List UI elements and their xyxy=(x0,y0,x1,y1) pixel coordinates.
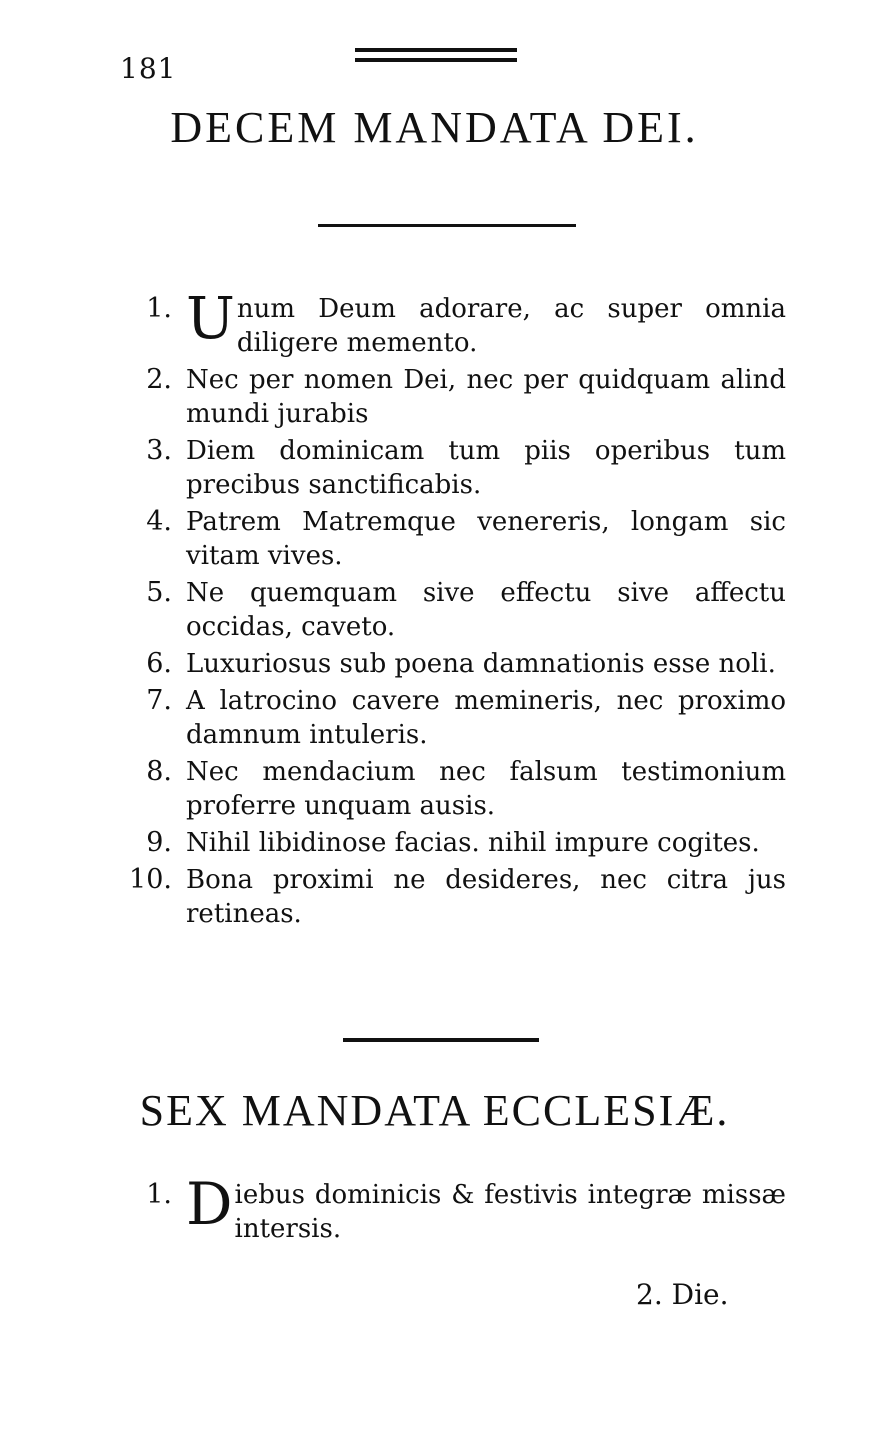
ornamental-rule-top-second xyxy=(355,58,517,62)
item-text xyxy=(186,863,786,931)
item-body: Patrem Matremque venereris, longam sic vitam vives. xyxy=(186,507,786,571)
item-text xyxy=(186,755,786,823)
item-body: Bona proximi ne desideres, nec citra jus retineas. xyxy=(186,865,786,929)
list-item xyxy=(96,863,786,931)
item-number: 8. xyxy=(146,756,172,787)
page-number: 181 xyxy=(120,52,177,85)
section-title-sex: SEX MANDATA ECCLESIÆ. xyxy=(139,1086,730,1135)
list-item xyxy=(96,1170,786,1246)
item-body: Nihil libidinose facias. nihil impure cogites. xyxy=(186,828,760,858)
list-item xyxy=(96,647,786,681)
item-text xyxy=(186,684,786,752)
item-number: 10. xyxy=(129,864,172,895)
list-item xyxy=(96,284,786,360)
item-number: 5. xyxy=(146,577,172,608)
section-title-decem: DECEM MANDATA DEI. xyxy=(170,103,699,152)
item-body: Luxuriosus sub poena damnationis esse noli. xyxy=(186,649,776,679)
item-number: 1. xyxy=(146,293,172,324)
list-item xyxy=(96,576,786,644)
item-text xyxy=(186,363,786,431)
item-body: Ne quemquam sive effectu sive affectu occidas, caveto. xyxy=(186,578,786,642)
drop-cap: D xyxy=(186,1170,233,1238)
list-item xyxy=(96,505,786,573)
sex-mandata-list xyxy=(96,1170,786,1249)
item-body: iebus dominicis & festivis integræ missæ intersis. xyxy=(234,1180,786,1244)
item-text xyxy=(186,576,786,644)
drop-cap: U xyxy=(186,284,235,352)
item-number: 9. xyxy=(146,827,172,858)
item-text xyxy=(186,284,786,360)
item-body: A latrocino cavere memineris, nec proximo damnum intuleris. xyxy=(186,686,786,750)
item-number: 4. xyxy=(146,506,172,537)
item-body: Nec mendacium nec falsum testimonium proferre unquam ausis. xyxy=(186,757,786,821)
list-item xyxy=(96,826,786,860)
item-body: Nec per nomen Dei, nec per quidquam alind mundi jurabis xyxy=(186,365,786,429)
section-divider-rule xyxy=(318,224,576,227)
item-number: 7. xyxy=(146,685,172,716)
section-divider-rule-2 xyxy=(343,1038,539,1042)
item-text xyxy=(186,826,786,860)
list-item xyxy=(96,363,786,431)
list-item xyxy=(96,755,786,823)
item-body: num Deum adorare, ac super omnia diligere memento. xyxy=(236,294,786,358)
ornamental-rule-top xyxy=(355,48,517,52)
item-number: 2. xyxy=(146,364,172,395)
item-text xyxy=(186,1170,786,1246)
list-item xyxy=(96,684,786,752)
item-number: 6. xyxy=(146,648,172,679)
decem-mandata-list xyxy=(96,284,786,934)
item-body: Diem dominicam tum piis operibus tum precibus sanctificabis. xyxy=(186,436,786,500)
item-number: 3. xyxy=(146,435,172,466)
item-number: 1. xyxy=(146,1179,172,1210)
item-text xyxy=(186,647,786,681)
item-text xyxy=(186,505,786,573)
catchword: 2. Die. xyxy=(636,1278,729,1311)
list-item xyxy=(96,434,786,502)
item-text xyxy=(186,434,786,502)
